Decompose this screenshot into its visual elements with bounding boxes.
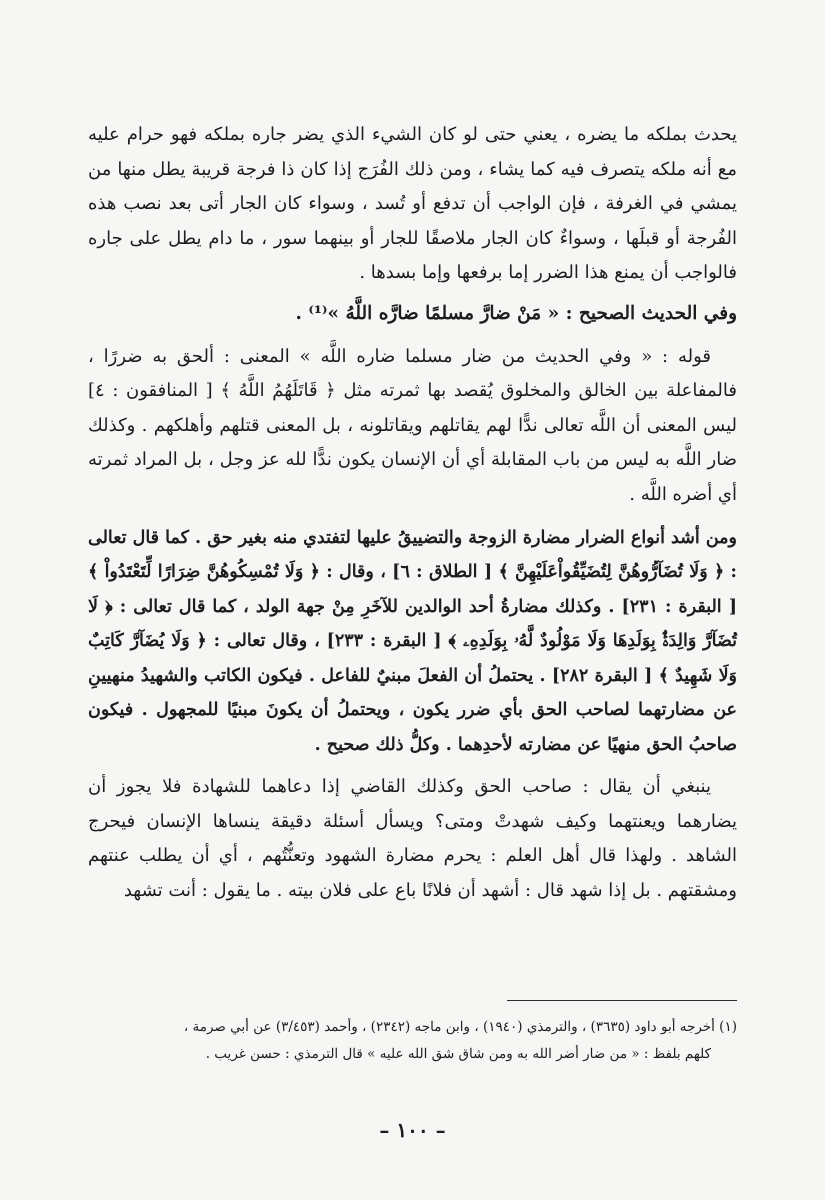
bold-commentary-paragraph: ومن أشد أنواع الضرار مضارة الزوجة والتضييقُ عليها لتفتدي منه بغير حق . كما قال تعالى : ﴿ وَلَا تُضَآرُّوهُنَّ لِتُضَيِّقُواْعَلَيْهِنَّ ﴾ [ الطلاق : ٦] ، وقال : ﴿ وَلَا تُمْسِكُوهُنَّ ضِرَارًا لِّتَعْتَدُواْ ﴾ [ البقرة : ٢٣١] . وكذلك مضارةُ أحد الوالدين للآخَرِ مِنْ جهة الولد ، كما قال تعالى : ﴿ لَا تُضَآرَّ وَالِدَةٌۢ بِوَلَدِهَا وَلَا مَوْلُودٌ لَّهُۥ بِوَلَدِهِۦ ﴾ [ البقرة : ٢٣٣] ، وقال تعالى : ﴿ وَلَا يُضَآرَّ كَاتِبٌ وَلَا شَهِيدٌ ﴾ [ البقرة ٢٨٢] . يحتملُ أن الفعلَ مبنيٌ للفاعل . فيكون الكاتب والشهيدُ منهيينِ عن مضارتهما لصاحب الحق بأي ضرر يكون ، ويحتملُ أن يكونَ مبنيًا للمجهول . فيكون صاحبُ الحق منهيًا عن مضارته لأحدِهما . وكلُّ ذلك صحيح . bbox=[87, 527, 738, 755]
page-number: – ١٠٠ – bbox=[379, 1118, 446, 1142]
footnotes bbox=[88, 1014, 737, 1068]
footnote-divider bbox=[507, 1000, 737, 1001]
main-text bbox=[88, 118, 737, 908]
opening-paragraph: يحدث بملكه ما يضره ، يعني حتى لو كان الشيء الذي يضر جاره بملكه فهو حرام عليه مع أنه ملكه يتصرف فيه كما يشاء ، ومن ذلك الفُرَج إذا كان ذا فرجة قريبة يطل منها من يمشي في الغرفة ، فإن الواجب أن تدفع أو تُسد ، وسواء كان الجار أتى بعد نصب هذه الفُرجة أو قبلَها ، وسواءٌ كان الجار ملاصقًا للجار أو بينهما سور ، ما دام يطل على جاره فالواجب أن يمنع هذا الضرر إما برفعها وإما بسدها . bbox=[88, 124, 737, 284]
final-paragraph: ينبغي أن يقال : صاحب الحق وكذلك القاضي إذا دعاهما للشهادة فلا يجوز أن يضارهما ويعنتهما وكيف شهدتْ ومتى؟ ويسأل أسئلة دقيقة ينساها الإنسان فيحرج الشاهد . ولهذا قال أهل العلم : يحرم مضارة الشهود وتعنُّتُهم ، أي أن يطلب عنتهم ومشقتهم . بل إذا شهد قال : أشهد أن فلانًا باع على فلان بيته . ما يقول : أنت تشهد bbox=[88, 776, 737, 901]
explanation-paragraph: قوله : « وفي الحديث من ضار مسلما ضاره اللَّه » المعنى : ألحق به ضررًا ، فالمفاعلة بين الخالق والمخلوق يُقصد بها ثمرته مثل ﴿ قَاتَلَهُمُ اللَّهُ ﴾ [ المنافقون : ٤] ليس المعنى أن اللَّه تعالى ندًّا لهم يقاتلهم ويقاتلونه ، بل المعنى قتلهم وأهلكهم . وكذلك ضار اللَّه به ليس من باب المقابلة أي أن الإنسان يكون ندًّا لله عز وجل ، بل المراد ثمرته أي أضره اللَّه . bbox=[88, 345, 737, 505]
footnote-1: (١) أخرجه أبو داود (٣٦٣٥) ، والترمذي (١٩٤٠) ، وابن ماجه (٢٣٤٢) ، وأحمد (٣/٤٥٣) عن أبي صرمة ، bbox=[183, 1019, 737, 1035]
hadith-line: وفي الحديث الصحيح : « مَنْ ضارَّ مسلمًا ضارَّه اللَّهُ »⁽¹⁾ . bbox=[295, 302, 737, 324]
footnote-1-continuation: كلهم بلفظ : « من ضار أضر الله به ومن شاق شق الله عليه » قال الترمذي : حسن غريب . bbox=[205, 1046, 711, 1062]
